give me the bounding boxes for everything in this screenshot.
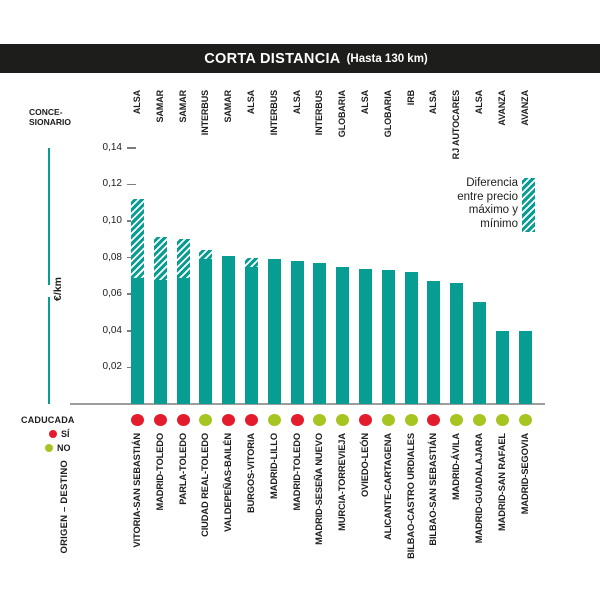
concesionario-label: AVANZA <box>519 90 530 126</box>
route-label: BILBAO-CASTRO URDIALES <box>405 433 416 559</box>
origen-destino-axis-label: ORIGEN – DESTINO <box>59 460 70 554</box>
caducada-dot <box>359 414 372 426</box>
bar-min-price <box>496 331 509 404</box>
route-label: MADRID-SEGOVIA <box>519 433 530 515</box>
caducada-dot <box>496 414 509 426</box>
title-bar <box>0 44 600 73</box>
concesionario-label: INTERBUS <box>268 90 279 136</box>
red-dot-icon <box>49 430 57 438</box>
concesionario-label: GLOBARIA <box>337 90 348 138</box>
route-label: MADRID-TOLEDO <box>291 433 302 511</box>
concesionario-label: ALSA <box>360 90 370 115</box>
bar-min-price <box>199 259 212 404</box>
concesionario-label: GLOBARIA <box>382 90 393 138</box>
difference-legend <box>408 177 518 231</box>
bar-min-price <box>382 270 395 404</box>
route-label: CIUDAD REAL-TOLEDO <box>200 433 211 537</box>
y-tick-dash <box>127 147 136 149</box>
concesionario-label: RJ AUTOCARES <box>451 90 462 160</box>
route-label: PARLA-TOLEDO <box>177 433 188 505</box>
bar-price-difference <box>245 258 258 267</box>
route-label: MADRID-SAN RAFAEL <box>496 433 507 531</box>
legend-line: máximo y <box>468 204 518 216</box>
route-label: MURCIA-TORREVIEJA <box>337 433 348 531</box>
concesionario-header-line1: CONCE- <box>29 107 63 117</box>
route-label: VALDEPEÑAS-BAILÉN <box>223 433 234 532</box>
concesionario-axis-header <box>29 107 71 127</box>
caducada-yes-label: SÍ <box>61 429 70 439</box>
caducada-dot <box>519 414 532 426</box>
bar-price-difference <box>154 237 167 279</box>
bar-min-price <box>359 269 372 404</box>
green-dot-icon <box>45 444 53 452</box>
y-axis-guide-line-bottom <box>48 297 50 404</box>
concesionario-label: INTERBUS <box>200 90 211 136</box>
route-label: OVIEDO-LEÓN <box>360 433 370 497</box>
hatch-legend-swatch <box>522 178 535 232</box>
legend-line: Diferencia <box>466 177 518 189</box>
bar-min-price <box>177 278 190 404</box>
y-tick-label: 0,04 <box>102 324 122 336</box>
route-label: MADRID-GUADALAJARA <box>474 433 484 544</box>
concesionario-header-line2: SIONARIO <box>29 117 72 127</box>
bar-min-price <box>222 256 235 404</box>
concesionario-label: AVANZA <box>496 90 507 126</box>
y-tick-label: 0,12 <box>102 178 122 190</box>
bar-min-price <box>131 278 144 404</box>
caducada-dot <box>154 414 167 426</box>
bar-min-price <box>427 281 440 404</box>
legend-line: entre precio <box>457 190 518 203</box>
concesionario-label: INTERBUS <box>314 90 325 136</box>
concesionario-label: ALSA <box>246 90 256 115</box>
bar-min-price <box>154 280 167 404</box>
caducada-dot <box>245 414 258 426</box>
caducada-dot <box>131 414 144 426</box>
caducada-no-label: NO <box>57 443 71 453</box>
caducada-no-row <box>45 443 71 453</box>
concesionario-label: ALSA <box>132 90 142 115</box>
bar-min-price <box>245 267 258 404</box>
route-label: VITORIA-SAN SEBASTIÁN <box>132 433 142 548</box>
concesionario-label: SAMAR <box>177 90 188 123</box>
concesionario-label: ALSA <box>474 90 484 115</box>
bar-price-difference <box>131 199 144 278</box>
route-label: ALICANTE-CARTAGENA <box>382 433 393 540</box>
caducada-legend-title: CADUCADA <box>21 415 75 425</box>
concesionario-label: SAMAR <box>154 90 165 123</box>
caducada-dot <box>473 414 486 426</box>
caducada-dot <box>222 414 235 426</box>
concesionario-label: SAMAR <box>223 90 234 123</box>
y-tick-dash <box>127 184 136 186</box>
bar-price-difference <box>199 250 212 259</box>
bar-min-price <box>519 331 532 404</box>
chart-subtitle: (Hasta 130 km) <box>346 52 428 65</box>
bar-min-price <box>405 272 418 404</box>
bar-min-price <box>473 302 486 404</box>
concesionario-label: ALSA <box>291 90 302 115</box>
chart-title: CORTA DISTANCIA <box>204 50 341 67</box>
y-axis-guide-line-top <box>48 148 50 285</box>
bar-price-difference <box>177 239 190 277</box>
caducada-dot <box>291 414 304 426</box>
route-label: BURGOS-VITORIA <box>246 433 256 514</box>
route-label: MADRID-SESEÑA NUEVO <box>314 433 325 545</box>
caducada-yes-row <box>49 429 70 439</box>
y-tick-label: 0,08 <box>102 251 122 263</box>
bar-min-price <box>336 267 349 404</box>
y-tick-label: 0,02 <box>102 361 122 373</box>
caducada-dot <box>405 414 418 426</box>
legend-line: mínimo <box>480 217 518 230</box>
caducada-dot <box>427 414 440 426</box>
y-tick-label: 0,14 <box>102 141 122 153</box>
caducada-dot <box>313 414 326 426</box>
y-tick-label: 0,06 <box>102 288 122 300</box>
route-label: BILBAO-SAN SEBASTIÁN <box>428 433 439 546</box>
concesionario-label: IRB <box>405 90 416 106</box>
caducada-dot <box>336 414 349 426</box>
route-label: MADRID-ÁVILA <box>451 433 462 500</box>
bar-min-price <box>268 259 281 404</box>
bar-min-price <box>450 283 463 404</box>
caducada-dot <box>199 414 212 426</box>
y-axis-unit-label: €/km <box>52 277 64 301</box>
caducada-dot <box>268 414 281 426</box>
y-tick-label: 0,10 <box>102 215 122 226</box>
route-label: MADRID-TOLEDO <box>154 433 165 511</box>
route-label: MADRID-LILLO <box>268 433 279 499</box>
caducada-dot <box>177 414 190 426</box>
bar-min-price <box>313 263 326 404</box>
caducada-dot <box>450 414 463 426</box>
concesionario-label: ALSA <box>428 90 439 115</box>
bar-min-price <box>291 261 304 404</box>
caducada-dot <box>382 414 395 426</box>
